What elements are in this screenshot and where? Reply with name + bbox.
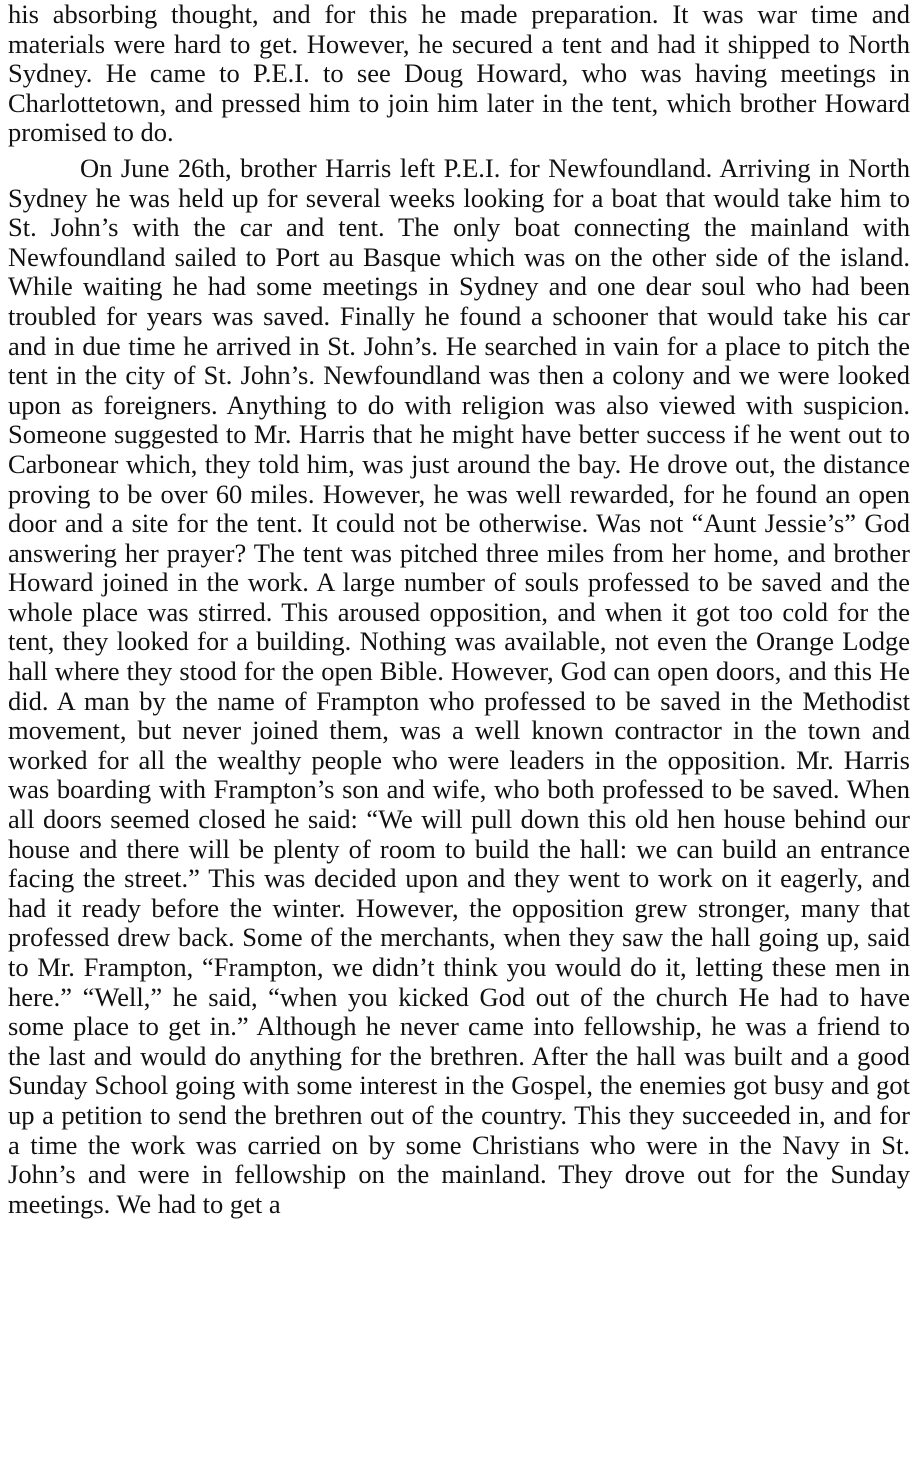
paragraph-2: On June 26th, brother Harris left P.E.I. for Newfoundland. Arriving in North Sydney he was held up for several weeks looking for a boat that would take him to St. John’s with the car and tent. The only boat connecting the mainland with Newfoundland sailed to Port au Basque which was on the other side of the island. While waiting he had some meetings in Sydney and one dear soul who had been troubled for years was saved. Finally he found a schooner that would take his car and in due time he arrived in St. John’s. He searched in vain for a place to pitch the tent in the city of St. John’s. Newfoundland was then a colony and we were looked upon as foreigners. Anything to do with religion was also viewed with suspicion. Someone suggested to Mr. Harris that he might have better success if he went out to Carbonear which, they told him, was just around the bay. He drove out, the distance proving to be over 60 miles. However, he was well rewarded, for he found an open door and a site for the tent. It could not be otherwise. Was not “Aunt Jessie’s” God answering her prayer? The tent was pitched three miles from her home, and brother Howard joined in the work. A large number of souls professed to be saved and the whole place was stirred. This aroused opposition, and when it got too cold for the tent, they looked for a building. Nothing was available, not even the Orange Lodge hall where they stood for the open Bible. However, God can open doors, and this He did. A man by the name of Frampton who professed to be saved in the Methodist movement, but never joined them, was a well known contractor in the town and worked for all the wealthy people who were leaders in the opposition. Mr. Harris was boarding with Frampton’s son and wife, who both professed to be saved. When all doors seemed closed he said: “We will pull down this old hen house behind our house and there will be plenty of room to build the hall: we can build an entrance facing the street.” This was decided upon and they went to work on it eagerly, and had it ready before the winter. However, the opposition grew stronger, many that professed drew back. Some of the merchants, when they saw the hall going up, said to Mr. Frampton, “Frampton, we didn’t think you would do it, letting these men in here.” “Well,” he said, “when you kicked God out of the church He had to have some place to get in.” Although he never came into fellowship, he was a friend to the last and would do anything for the brethren. After the hall was built and a good Sunday School going with some interest in the Gospel, the enemies got busy and got up a petition to send the brethren out of the country. This they succeeded in, and for a time the work was carried on by some Christians who were in the Navy in St. John’s and were in fellowship on the mainland. They drove out for the Sunday meetings. We had to get a	[8, 152, 910, 1219]
document-page	[8, 0, 910, 1219]
paragraph-1: his absorbing thought, and for this he made preparation. It was war time and materials were hard to get. However, he secured a tent and had it shipped to North Sydney. He came to P.E.I. to see Doug Howard, who was having meetings in Charlottetown, and pressed him to join him later in the tent, which brother Howard promised to do.	[8, 0, 910, 148]
